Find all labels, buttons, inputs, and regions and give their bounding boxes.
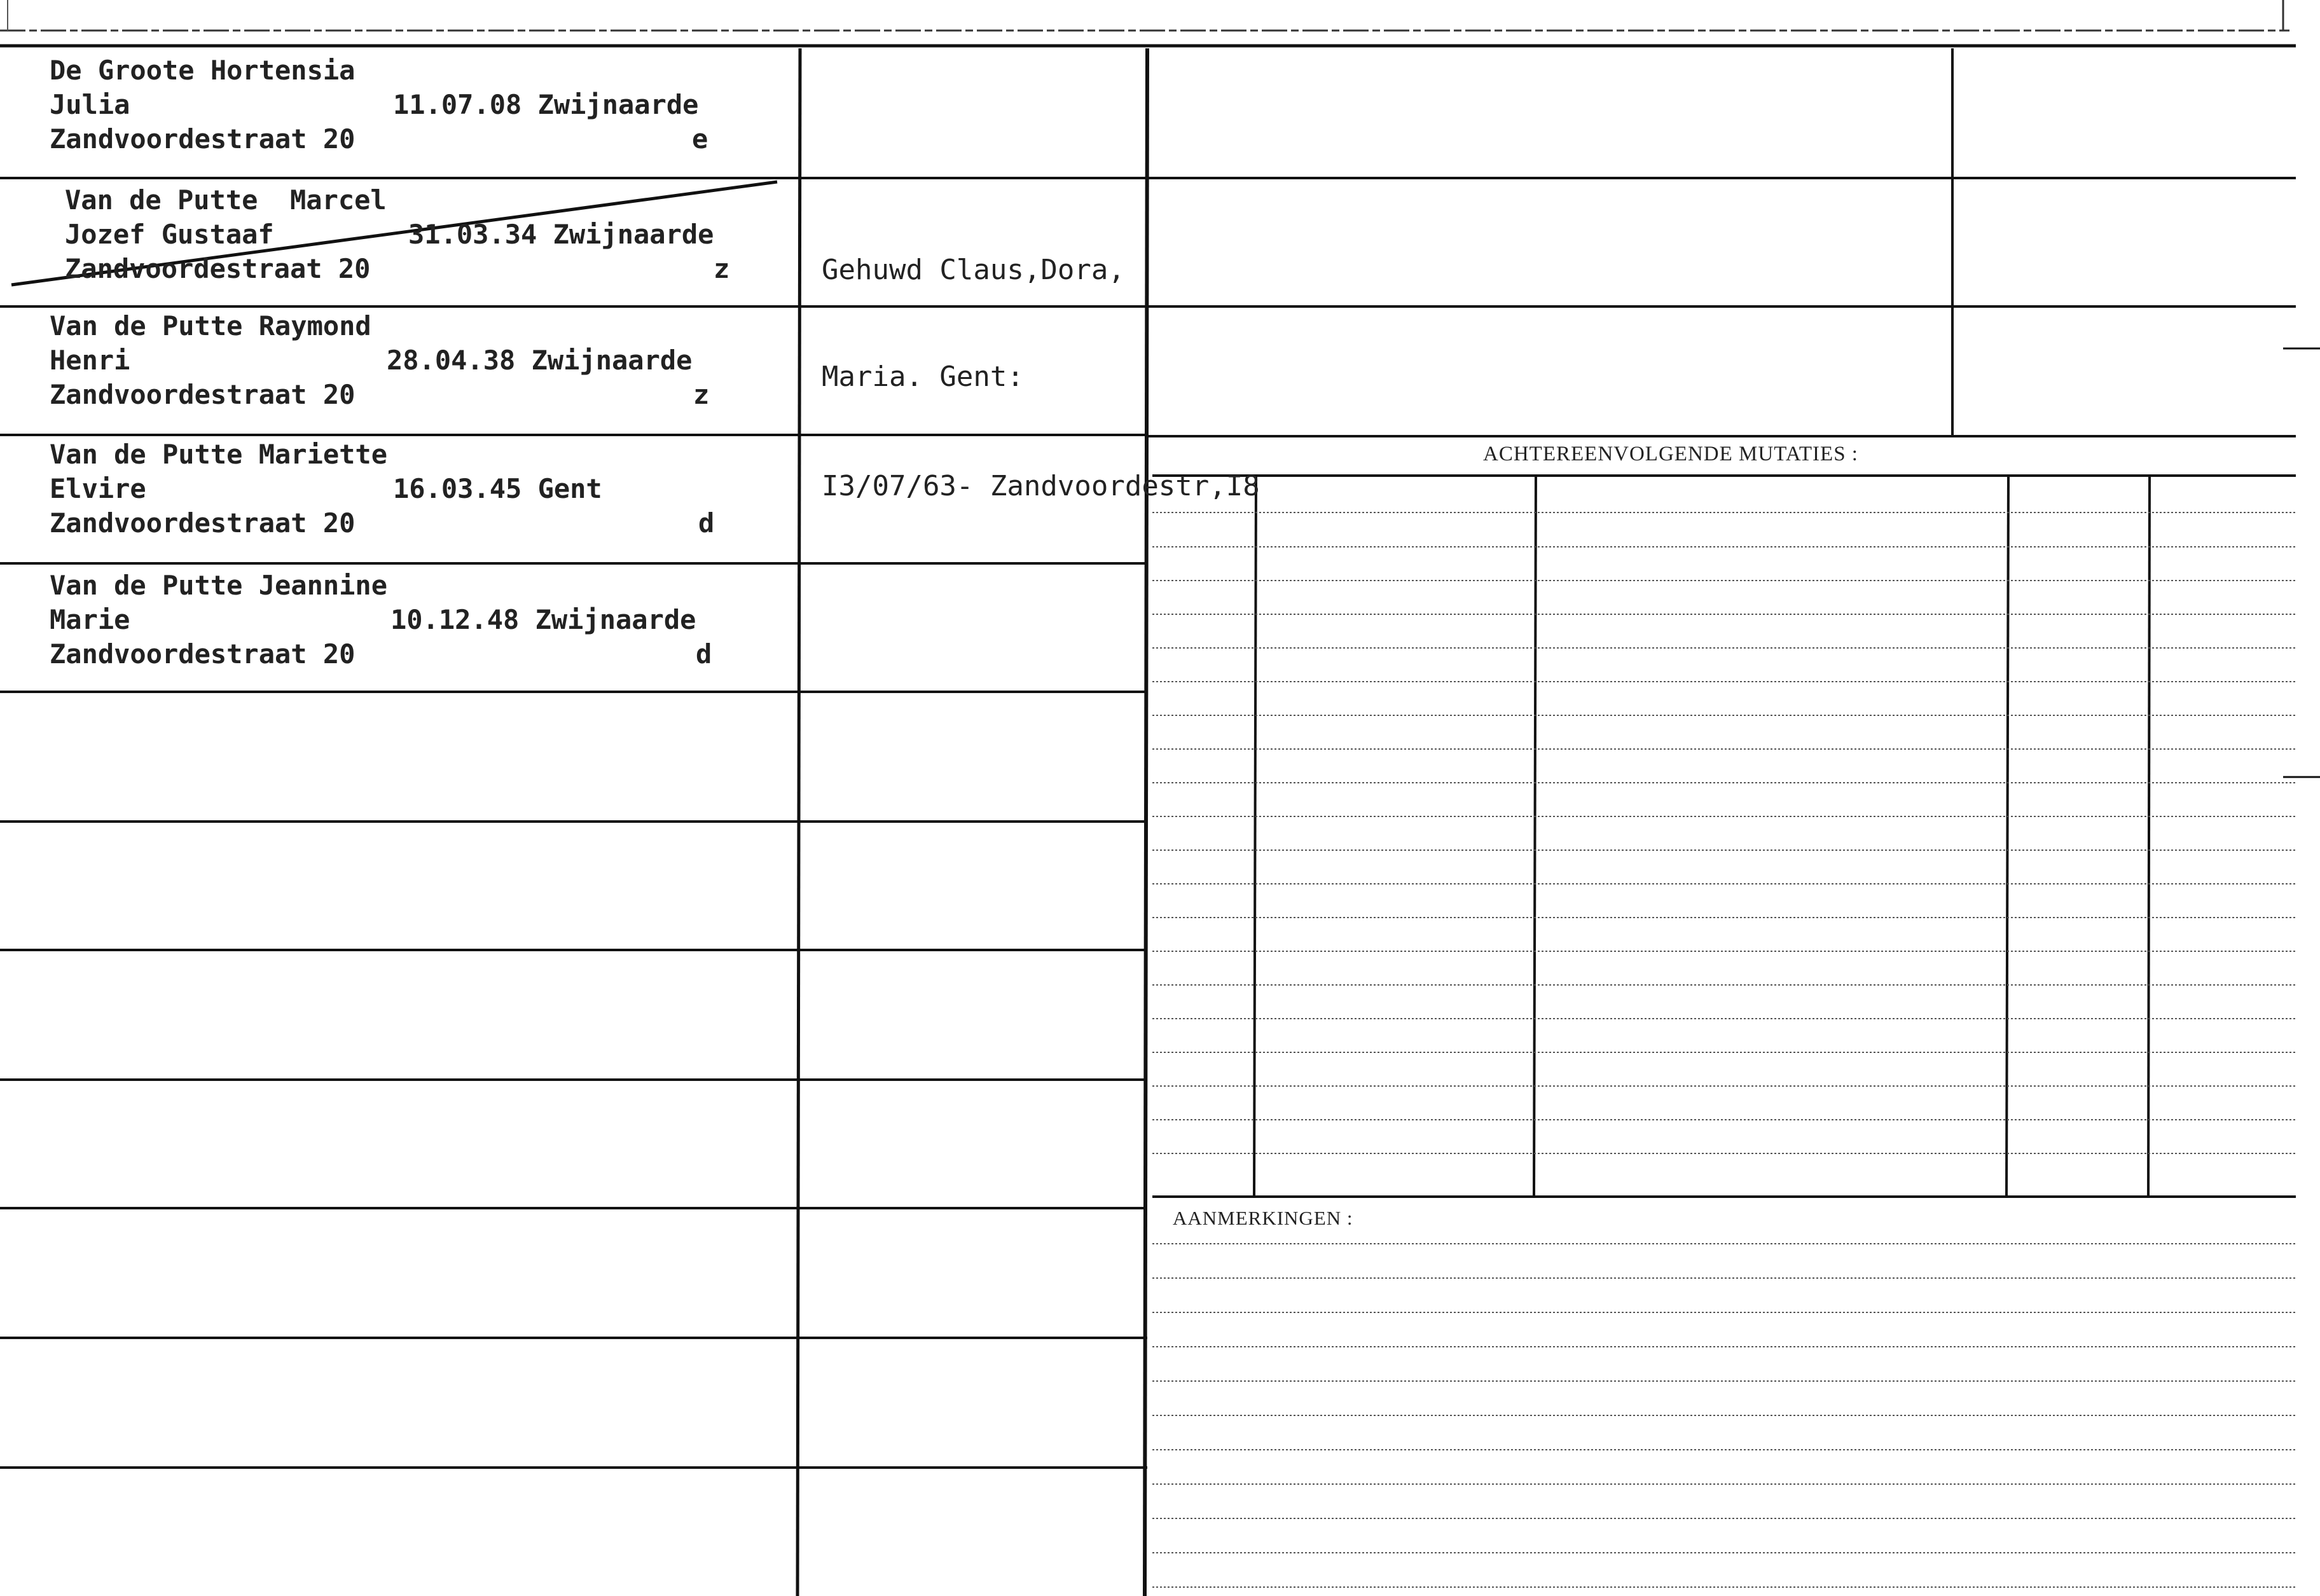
entry-4	[50, 437, 736, 558]
entry-birth: 31.03.34 Zwijnaarde	[408, 219, 714, 250]
entry-given-names: Henri	[50, 345, 130, 376]
entry-given-names: Marie	[50, 604, 130, 635]
entry-name: Van de Putte Jeannine	[50, 570, 388, 601]
entry-code: d	[698, 507, 715, 539]
entry-code: z	[714, 253, 730, 284]
remark-line-3: I3/07/63- Zandvoordestr,I8	[822, 470, 1260, 502]
entry-address: Zandvoordestraat 20	[50, 638, 356, 670]
entry-birth: 10.12.48 Zwijnaarde	[390, 604, 696, 635]
marriage-remark	[822, 181, 1260, 575]
entry-name: Van de Putte Raymond	[50, 310, 371, 341]
entry-given-names: Jozef Gustaaf	[65, 219, 274, 250]
entry-1	[50, 53, 736, 174]
remarks-dotted-lines	[1152, 1244, 2296, 1587]
entry-given-names: Elvire	[50, 473, 146, 504]
entry-3	[50, 309, 736, 430]
remark-line-2: Maria. Gent:	[822, 361, 1024, 393]
entry-2	[65, 183, 752, 304]
entry-birth: 11.07.08 Zwijnaarde	[393, 89, 699, 120]
remark-line-1: Gehuwd Claus,Dora,	[822, 254, 1125, 286]
entry-address: Zandvoordestraat 20	[50, 507, 356, 539]
entry-name: De Groote Hortensia	[50, 55, 356, 86]
entry-code: d	[696, 638, 712, 670]
entry-address: Zandvoordestraat 20	[50, 379, 356, 410]
entry-given-names: Julia	[50, 89, 130, 120]
entry-birth: 16.03.45 Gent	[393, 473, 602, 504]
mutations-heading: ACHTEREENVOLGENDE MUTATIES :	[1483, 443, 1858, 465]
entry-code: e	[692, 123, 708, 155]
entry-name: Van de Putte Mariette	[50, 439, 388, 470]
entry-name: Van de Putte Marcel	[65, 184, 387, 216]
entry-5	[50, 568, 736, 689]
entry-code: z	[693, 379, 710, 410]
entry-address: Zandvoordestraat 20	[65, 253, 371, 284]
entry-birth: 28.04.38 Zwijnaarde	[387, 345, 693, 376]
remarks-heading: AANMERKINGEN :	[1173, 1207, 1353, 1229]
entry-address: Zandvoordestraat 20	[50, 123, 356, 155]
mutation-dotted-lines	[1152, 513, 2296, 1153]
